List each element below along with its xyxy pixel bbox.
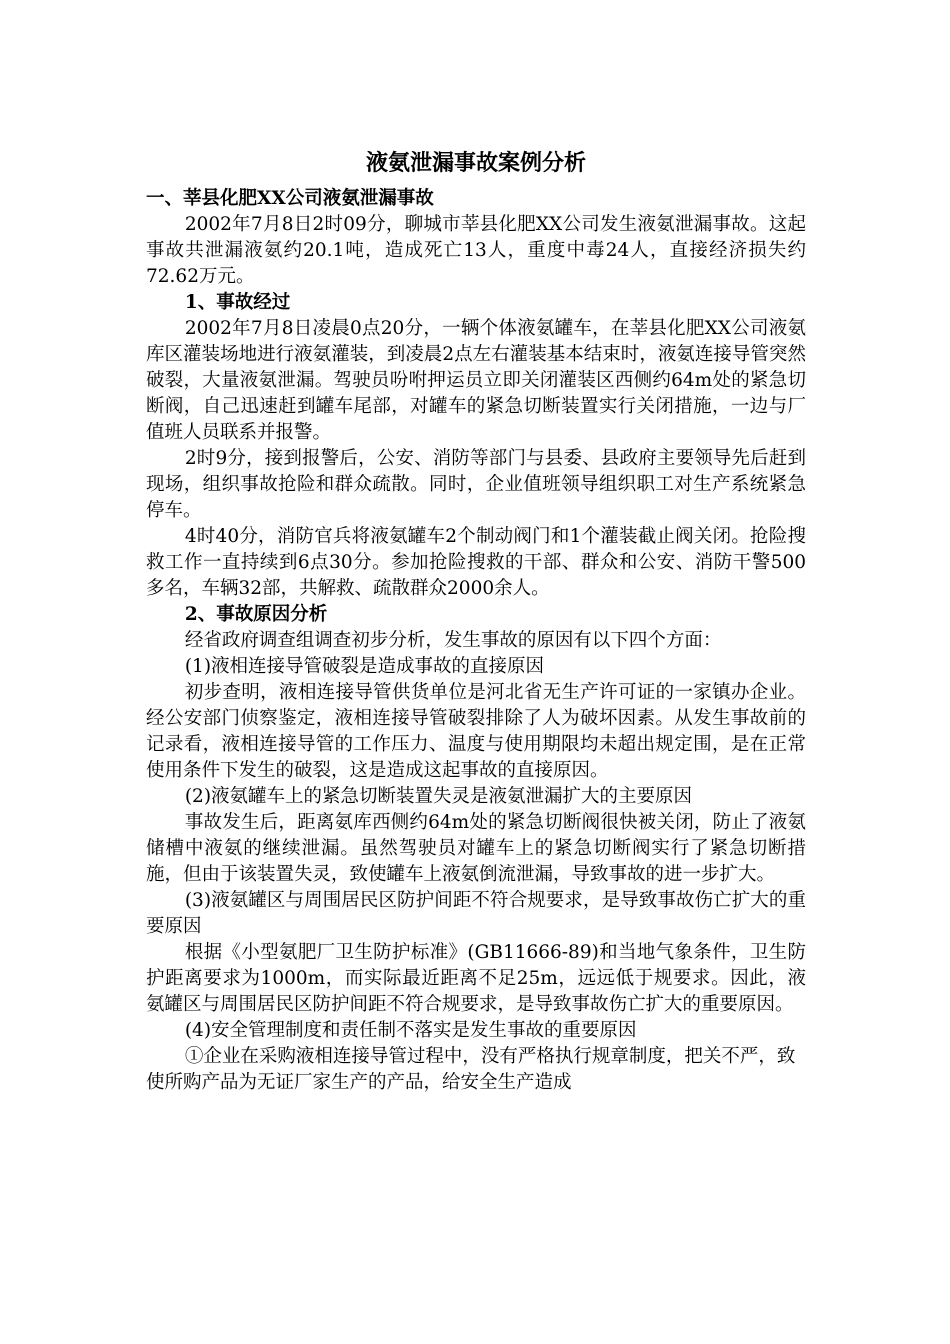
cause2-title: (2)液氨罐车上的紧急切断装置失灵是液氨泄漏扩大的主要原因 xyxy=(184,786,693,807)
cause1-body: 初步查明，液相连接导管供货单位是河北省无生产许可证的一家镇办企业。经公安部门侦察鉴定，液相连接导管破裂排除了人为破坏因素。从发生事故前的记录看，液相连接导管的工作压力、温度与使用期限均未超出规定围，是在正常使用条件下发生的破裂，这是造成这起事故的直接原因。 xyxy=(146,682,806,781)
document-body xyxy=(146,146,806,1096)
sub1-heading: 1、事故经过 xyxy=(184,292,291,313)
sub1-paragraph-3: 4时40分，消防官兵将液氨罐车2个制动阀门和1个灌装截止阀关闭。抢险搜救工作一直持续到6点30分。参加抢险搜救的干部、群众和公安、消防干警500多名，车辆32部，共解救、疏散群众2000余人。 xyxy=(146,526,806,599)
intro-paragraph: 2002年7月8日2时09分，聊城市莘县化肥XX公司发生液氨泄漏事故。这起事故共泄漏液氨约20.1吨，造成死亡13人，重度中毒24人，直接经济损失约72.62万元。 xyxy=(146,214,806,287)
sub1-paragraph-2: 2时9分，接到报警后，公安、消防等部门与县委、县政府主要领导先后赶到现场，组织事故抢险和群众疏散。同时，企业值班领导组织职工对生产系统紧急停车。 xyxy=(146,448,806,521)
sub2-heading: 2、事故原因分析 xyxy=(184,604,328,625)
cause4-title: (4)安全管理制度和责任制不落实是发生事故的重要原因 xyxy=(184,1020,637,1041)
section1-heading: 一、莘县化肥XX公司液氨泄漏事故 xyxy=(146,188,434,209)
cause3-title: (3)液氨罐区与周围居民区防护间距不符合规要求，是导致事故伤亡扩大的重要原因 xyxy=(146,890,806,937)
cause2-body: 事故发生后，距离氨库西侧约64m处的紧急切断阀很快被关闭，防止了液氨储槽中液氨的继续泄漏。虽然驾驶员对罐车上的紧急切断阀实行了紧急切断措施，但由于该装置失灵，致使罐车上液氨倒流泄漏，导致事故的进一步扩大。 xyxy=(146,812,806,885)
cause3-body: 根据《小型氨肥厂卫生防护标准》(GB11666-89)和当地气象条件，卫生防护距离要求为1000m，而实际最近距离不足25m，远远低于规要求。因此，液氨罐区与周围居民区防护间距不符合规要求，是导致事故伤亡扩大的重要原因。 xyxy=(146,942,806,1015)
document-title: 液氨泄漏事故案例分析 xyxy=(365,150,586,176)
cause1-title: (1)液相连接导管破裂是造成事故的直接原因 xyxy=(184,656,545,677)
sub2-intro: 经省政府调查组调查初步分析，发生事故的原因有以下四个方面： xyxy=(184,630,722,651)
cause4-item-1: ①企业在采购液相连接导管过程中，没有严格执行规章制度，把关不严，致使所购产品为无证厂家生产的产品，给安全生产造成 xyxy=(146,1046,796,1093)
sub1-paragraph-1: 2002年7月8日凌晨0点20分，一辆个体液氨罐车，在莘县化肥XX公司液氨库区灌装场地进行液氨灌装，到凌晨2点左右灌装基本结束时，液氨连接导管突然破裂，大量液氨泄漏。驾驶员吩咐押运员立即关闭灌装区西侧约64m处的紧急切断阀，自己迅速赶到罐车尾部，对罐车的紧急切断装置实行关闭措施，一边与厂值班人员联系并报警。 xyxy=(146,318,806,443)
